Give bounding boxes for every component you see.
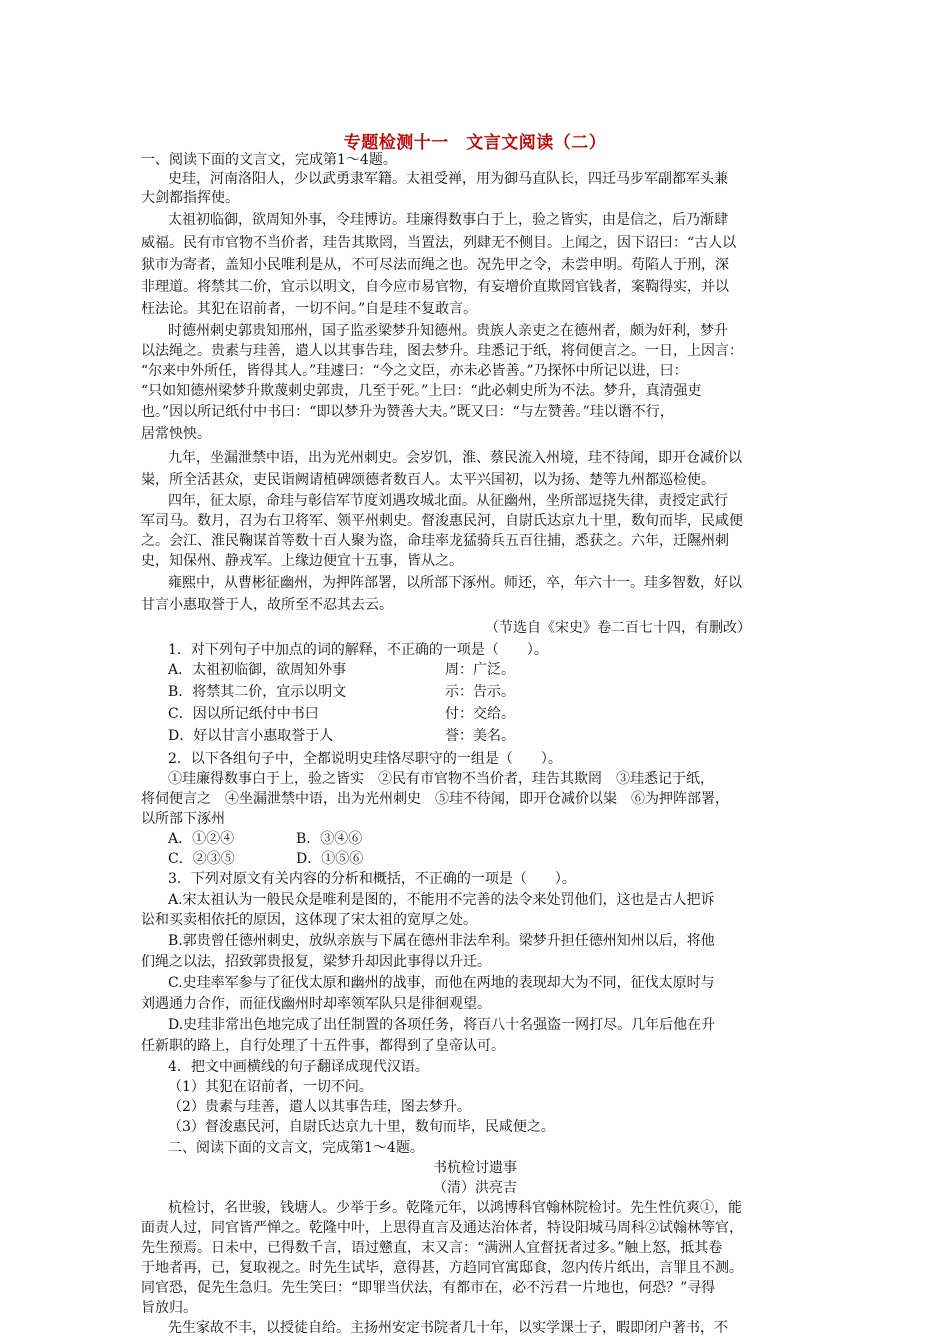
passage-line: 以法绳之。贵素与珪善，遣人以其事告珪，图去梦升。珪悉记于纸，将伺便言之。一日，上因言： [141, 343, 743, 359]
section-heading: 二、阅读下面的文言文，完成第1～4题。 [168, 1140, 424, 1156]
question-3-option: A.宋太祖认为一般民众是唯利是图的，不能用不完善的法令来处罚他们，这也是古人把诉 [168, 892, 715, 908]
passage-line: 居常怏怏。 [141, 426, 211, 442]
source-citation: （节选自《宋史》卷二百七十四，有删改） [485, 620, 751, 636]
passage-line: 时德州刺史郭贵知邢州，国子监丞梁梦升知德州。贵族人亲吏之在德州者，颇为奸利，梦升 [168, 323, 728, 339]
option-a: A．太祖初临御，欲周知外事 [168, 662, 347, 678]
passage-line: 于地者再，已，复取视之。时先生试毕，意得甚，方趋同官寓邸食，忽内传片纸出，言罪且不测。 [141, 1260, 743, 1276]
question-2: 2．以下各组句子中，全都说明史珪恪尽职守的一组是（ ）。 [168, 751, 562, 767]
passage-line: 先生家故不丰，以授徒自给。主扬州安定书院者几十年，以实学课士子，暇即闭户著书，不 [168, 1320, 728, 1336]
passage-line: 军司马。数月，召为右卫将军、领平州刺史。督浚惠民河，自尉氏达京九十里，数旬而毕，民咸便 [141, 513, 743, 529]
passage-line: 四年，征太原，命珪与彰信军节度刘遇攻城北面。从征幽州，坐所部逗挠失律，责授定武行 [168, 493, 728, 509]
passage-line: 枉法论。其犯在诏前者，一切不问。”自是珪不复敢言。 [141, 301, 478, 317]
passage-line: 之。会江、淮民鞠谋首等数十百人聚为盗，命珪率龙猛骑兵五百往捕，悉获之。六年，迁隰州刺 [141, 533, 729, 549]
section-heading: 一、阅读下面的文言文，完成第1～4题。 [141, 152, 397, 168]
passage-line: 面责人过，同官皆严惮之。乾隆中叶，上思得直言及通达治体者，特设阳城马周科②试翰林等官， [141, 1220, 743, 1236]
question-3-option: 刘遇通力合作，而征伐幽州时却率领军队只是徘徊观望。 [141, 996, 491, 1012]
passage-line: 雍熙中，从曹彬征幽州，为押阵部署，以所部下涿州。师还，卒，年六十一。珪多智数，好以 [168, 575, 742, 591]
passage-line: 甘言小惠取誉于人，故所至不忍其去云。 [141, 597, 393, 613]
translation-item: （1）其犯在诏前者，一切不问。 [168, 1079, 373, 1095]
question-2-items: 以所部下涿州 [141, 811, 225, 827]
passage-line: 粜，所全活甚众，吏民诣阙请植碑颂德者数百人。太平兴国初，以为扬、楚等九州都巡检使。 [141, 472, 715, 488]
question-3-option: 们绳之以法，招致郭贵报复，梁梦升却因此事得以升迁。 [141, 954, 491, 970]
passage-line: 同官恐，促先生急归。先生笑曰：“即罪当伏法，有都市在，必不污君一片地也，何恐？”寻得 [141, 1280, 716, 1296]
option-c: C．因以所记纸付中书曰 [168, 706, 319, 722]
passage-author: （清）洪亮吉 [433, 1180, 517, 1196]
option-d-gloss: 誉：美名。 [445, 728, 515, 744]
choice-a: A．①②④ [168, 831, 235, 847]
document-title: 专题检测十一 文言文阅读（二） [343, 133, 607, 153]
passage-line: “尔来中外所任，皆得其人。”珪遽曰：“今之文臣，亦未必皆善。”乃探怀中所记以进，曰： [141, 363, 688, 379]
passage-line: 威福。民有市官物不当价者，珪告其欺罔，当置法，列肆无不侧目。上闻之，因下诏曰：“古人以 [141, 235, 737, 251]
question-3-option: 任新职的路上，自行处理了十五件事，都得到了皇帝认可。 [141, 1038, 505, 1054]
passage-line: 史，知保州、静戎军。上缘边便宜十五事，皆从之。 [141, 553, 463, 569]
question-3-option: 讼和买卖相依托的原因，这体现了宋太祖的宽厚之处。 [141, 912, 477, 928]
passage-line: 狱市为寄者，盖知小民唯利是从，不可尽法而绳之也。况先甲之令，未尝申明。苟陷人于刑，深 [141, 257, 729, 273]
passage-line: 也。”因以所记纸付中书曰：“即以梦升为赞善大夫。”既又曰：“与左赞善。”珪以谮不行， [141, 404, 674, 420]
question-4: 4．把文中画横线的句子翻译成现代汉语。 [168, 1059, 429, 1075]
option-c-gloss: 付：交给。 [445, 706, 515, 722]
choice-c: C．②③⑤ [168, 851, 235, 867]
passage-line: 杭检讨，名世骏，钱塘人。少举于乡。乾隆元年，以鸿博科官翰林院检讨。先生性伉爽①，能 [168, 1200, 742, 1216]
option-b-gloss: 示：告示。 [445, 684, 515, 700]
translation-item: （3）督浚惠民河，自尉氏达京九十里，数旬而毕，民咸便之。 [168, 1119, 555, 1135]
passage-line: 非理道。将禁其二价，宜示以明文，自今应市易官物，有妄增价直欺罔官钱者，案鞫得实，并以 [141, 279, 729, 295]
passage-line: 旨放归。 [141, 1300, 197, 1316]
passage-line: 大剑都指挥使。 [141, 190, 239, 206]
option-d: D．好以甘言小惠取誉于人 [168, 728, 334, 744]
passage-line: 九年，坐漏泄禁中语，出为光州刺史。会岁饥，淮、蔡民流入州境，珪不待闻，即开仓减价以 [168, 450, 742, 466]
passage-title: 书杭检讨遗事 [433, 1160, 517, 1176]
translation-item: （2）贵素与珪善，遣人以其事告珪，图去梦升。 [168, 1099, 471, 1115]
passage-line: “只如知德州梁梦升欺蔑刺史郭贵，几至于死。”上曰：“此必刺史所为不法。梦升，真清强吏 [141, 383, 702, 399]
choice-d: D．①⑤⑥ [296, 851, 364, 867]
question-3: 3．下列对原文有关内容的分析和概括，不正确的一项是（ ）。 [168, 871, 576, 887]
option-a-gloss: 周：广泛。 [445, 662, 515, 678]
question-3-option: C.史珪率军参与了征伐太原和幽州的战事，而他在两地的表现却大为不同，征伐太原时与 [168, 975, 715, 991]
passage-line: 史珪，河南洛阳人，少以武勇隶军籍。太祖受禅，用为御马直队长，四迁马步军副都军头兼 [168, 171, 728, 187]
choice-b: B．③④⑥ [296, 831, 363, 847]
option-b: B．将禁其二价，宜示以明文 [168, 684, 347, 700]
passage-line: 先生预焉。日未中，已得数千言，语过戆直，末又言：“满洲人宜督抚者过多。”触上怒，抵其卷 [141, 1240, 723, 1256]
question-3-option: B.郭贵曾任德州刺史，放纵亲族与下属在德州非法牟利。梁梦升担任德州知州以后，将他 [168, 933, 715, 949]
question-3-option: D.史珪非常出色地完成了出任制置的各项任务，将百八十名强盗一网打尽。几年后他在升 [168, 1017, 716, 1033]
question-2-items: 将伺便言之 ④坐漏泄禁中语，出为光州刺史 ⑤珪不待闻，即开仓减价以粜 ⑥为押阵部署， [141, 791, 729, 807]
question-2-items: ①珪廉得数事白于上，验之皆实 ②民有市官物不当价者，珪告其欺罔 ③珪悉记于纸， [168, 771, 714, 787]
question-1: 1．对下列句子中加点的词的解释，不正确的一项是（ ）。 [168, 642, 548, 658]
passage-line: 太祖初临御，欲周知外事，令珪博访。珪廉得数事白于上，验之皆实，由是信之，后乃渐肆 [168, 212, 728, 228]
